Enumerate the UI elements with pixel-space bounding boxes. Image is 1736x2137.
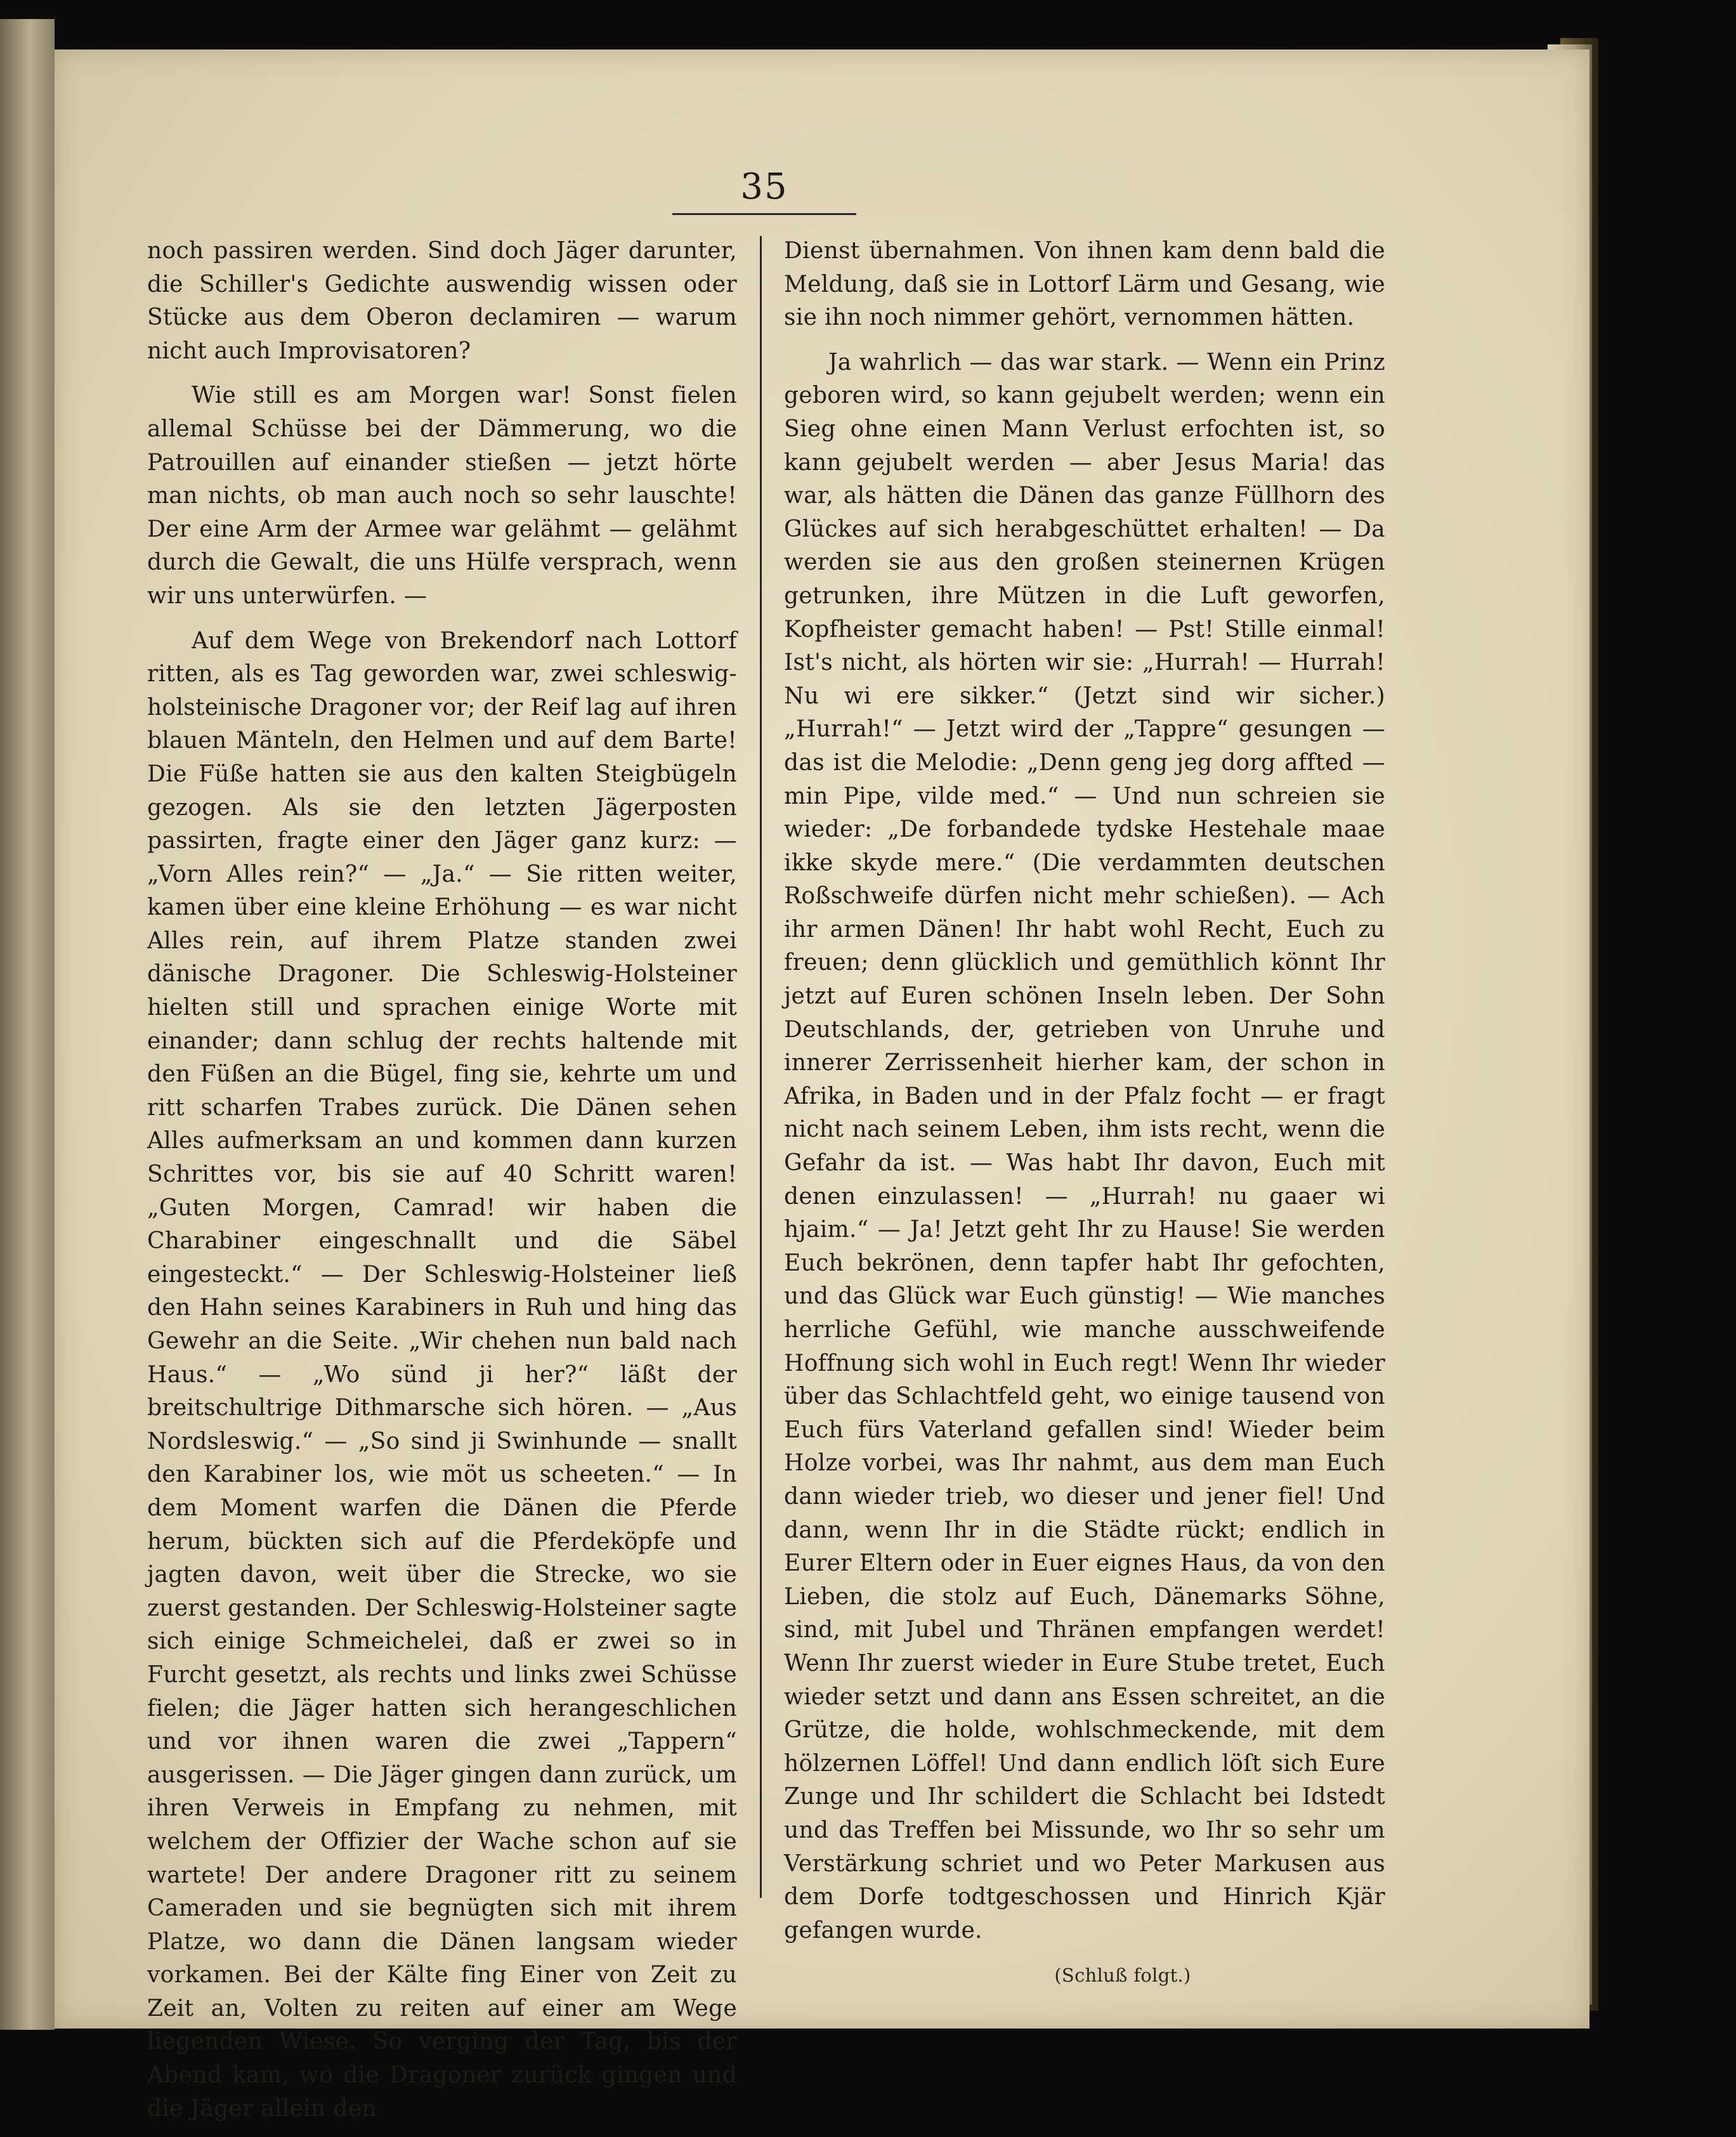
right-text-column [784, 235, 1385, 1992]
continuation-note: (Schluß folgt.) [1054, 1964, 1191, 1987]
facing-page-edge [0, 19, 55, 2030]
page-number-rule [672, 213, 856, 215]
page-number: 35 [740, 166, 788, 207]
paragraph: Auf dem Wege von Brekendorf nach Lottorf ritten, als es Tag geworden war, zwei schleswig-holsteinische Dragoner vor; der Reif lag auf ihren blauen Mänteln, den Helmen und auf dem Barte! Die Füße hatten sie aus den kalten Steigbügeln gezogen. Als sie den letzten Jägerposten passirten, fragte einer den Jäger ganz kurz: — „Vorn Alles rein?“ — „Ja.“ — Sie ritten weiter, kamen über eine kleine Erhöhung — es war nicht Alles rein, auf ihrem Platze standen zwei dänische Dragoner. Die Schleswig-Holsteiner hielten still und sprachen einige Worte mit einander; dann schlug der rechts haltende mit den Füßen an die Bügel, fing sie, kehrte um und ritt scharfen Trabes zurück. Die Dänen sehen Alles aufmerksam an und kommen dann kurzen Schrittes vor, bis sie auf 40 Schritt waren! „Guten Morgen, Camrad! wir haben die Charabiner eingeschnallt und die Säbel eingesteckt.“ — Der Schleswig-Holsteiner ließ den Hahn seines Karabiners in Ruh und hing das Gewehr an die Seite. „Wir chehen nun bald nach Haus.“ — „Wo sünd ji her?“ läßt der breitschultrige Dithmarsche sich hören. — „Aus Nordsleswig.“ — „So sind ji Swinhunde — snallt den Karabiner los, wie möt us scheeten.“ — In dem Moment warfen die Dänen die Pferde herum, bückten sich auf die Pferdeköpfe und jagten davon, weit über die Strecke, wo sie zuerst gestanden. Der Schleswig-Holsteiner sagte sich einige Schmeichelei, daß er zwei so in Furcht gesetzt, als rechts und links zwei Schüsse fielen; die Jäger hatten sich herangeschlichen und vor ihnen waren die zwei „Tappern“ ausgerissen. — Die Jäger gingen dann zurück, um ihren Verweis in Empfang zu nehmen, mit welchem der Offizier der Wache schon auf sie wartete! Der andere Dragoner ritt zu seinem Cameraden und sie begnügten sich mit ihrem Platze, wo dann die Dänen langsam wieder vorkamen. Bei der Kälte fing Einer von Zeit zu Zeit an, Volten zu reiten auf einer am Wege liegenden Wiese. So verging der Tag, bis der Abend kam, wo die Dragoner zurück gingen und die Jäger allein den [147, 627, 737, 2122]
paragraph: Wie still es am Morgen war! Sonst fielen allemal Schüsse bei der Dämmerung, wo die Patrouillen auf einander stießen — jetzt hörte man nichts, ob man auch noch so sehr lauschte! Der eine Arm der Armee war gelähmt — gelähmt durch die Gewalt, die uns Hülfe versprach, wenn wir uns unterwürfen. — [147, 382, 737, 609]
paragraph: noch passiren werden. Sind doch Jäger darunter, die Schiller's Gedichte auswendig wissen oder Stücke aus dem Oberon declamiren — warum nicht auch Improvisatoren? [147, 238, 737, 364]
paragraph: Ja wahrlich — das war stark. — Wenn ein Prinz geboren wird, so kann gejubelt werden; wenn ein Sieg ohne einen Mann Verlust erfochten ist, so kann gejubelt werden — aber Jesus Maria! das war, als hätten die Dänen das ganze Füllhorn des Glückes auf sich herabgeschüttet erhalten! — Da werden sie aus den großen steinernen Krügen getrunken, ihre Mützen in die Luft geworfen, Kopfheister gemacht haben! — Pst! Stille einmal! Ist's nicht, als hörten wir sie: „Hurrah! — Hurrah! Nu wi ere sikker.“ (Jetzt sind wir sicher.) „Hurrah!“ — Jetzt wird der „Tappre“ gesungen — das ist die Melodie: „Denn geng jeg dorg affted — min Pipe, vilde med.“ — Und nun schreien sie wieder: „De forbandede tydske Hestehale maae ikke skyde mere.“ (Die verdammten deutschen Roßschweife dürfen nicht mehr schießen). — Ach ihr armen Dänen! Ihr habt wohl Recht, Euch zu freuen; denn glücklich und gemüthlich könnt Ihr jetzt auf Euren schönen Inseln leben. Der Sohn Deutschlands, der, getrieben von Unruhe und innerer Zerrissenheit hierher kam, der schon in Afrika, in Baden und in der Pfalz focht — er fragt nicht nach seinem Leben, ihm ists recht, wenn die Gefahr da ist. — Was habt Ihr davon, Euch mit denen einzulassen! — „Hurrah! nu gaaer wi hjaim.“ — Ja! Jetzt geht Ihr zu Hause! Sie werden Euch bekrönen, denn tapfer habt Ihr gefochten, und das Glück war Euch günstig! — Wie manches herrliche Gefühl, wie manche ausschweifende Hoffnung sich wohl in Euch regt! Wenn Ihr wieder über das Schlachtfeld geht, wo einige tausend von Euch fürs Vaterland gefallen sind! Wieder beim Holze vorbei, was Ihr nahmt, aus dem man Euch dann wieder trieb, wo dieser und jener fiel! Und dann, wenn Ihr in die Städte rückt; endlich in Eurer Eltern oder in Euer eignes Haus, da von den Lieben, die stolz auf Euch, Dänemarks Söhne, sind, mit Jubel und Thränen empfangen werdet! Wenn Ihr zuerst wieder in Eure Stube tretet, Euch wieder setzt und dann ans Essen schreitet, an die Grütze, die holde, wohlschmeckende, mit dem hölzernen Löffel! Und dann endlich löſt sich Eure Zunge und Ihr schildert die Schlacht bei Idstedt und das Treffen bei Missunde, wo Ihr so sehr um Verstärkung schriet und wo Peter Markusen aus dem Dorfe todtgeschossen und Hinrich Kjär gefangen wurde. [784, 349, 1385, 1944]
paragraph: Dienst übernahmen. Von ihnen kam denn bald die Meldung, daß sie in Lottorf Lärm und Gesang, wie sie ihn noch nimmer gehört, vernommen hätten. [784, 238, 1385, 331]
column-divider [760, 236, 762, 1898]
left-text-column [147, 235, 737, 2137]
